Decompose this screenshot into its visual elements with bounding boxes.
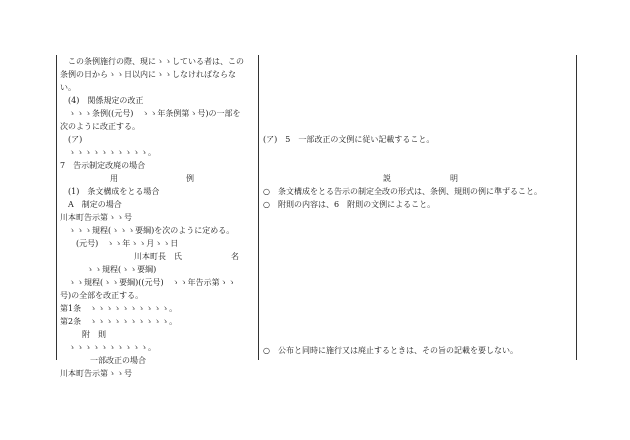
right-border (576, 55, 577, 360)
column-header: 用 (110, 174, 118, 183)
left-text-line: い。 (60, 83, 76, 92)
column-divider (258, 55, 259, 360)
section-heading: (1) 条文構成をとる場合 (60, 187, 160, 196)
left-text-line: 第2条 ゝゝゝゝゝゝゝゝゝゝ。 (60, 317, 178, 326)
section-heading: 附 則 (82, 330, 106, 339)
left-text-line: A 制定の場合 (60, 200, 122, 209)
column-header: 説 (383, 174, 391, 183)
left-text-line: (元号) ゝゝ年ゝゝ月ゝゝ日 (60, 239, 179, 248)
section-heading: (4) 関係規定の改正 (60, 96, 144, 105)
column-header: 例 (186, 174, 194, 183)
left-text-line: ゝゝ規程(ゝゝ要綱)((元号) ゝゝ年告示第ゝゝ (60, 278, 236, 287)
right-text-line: ○ 公布と同時に施行又は廃止するときは、その旨の記載を要しない。 (263, 346, 518, 355)
section-heading: 7 告示制定改廃の場合 (60, 161, 146, 170)
signature-line: 川本町長 氏 (134, 252, 182, 261)
left-text-line: 川本町告示第ゝゝ号 (60, 213, 132, 222)
column-header: 明 (450, 174, 458, 183)
left-text-line: ゝゝゝ規程(ゝゝゝ要綱)を次のように定める。 (60, 226, 235, 235)
left-text-line: 号)の全部を改正する。 (60, 291, 144, 300)
left-text-line: 川本町告示第ゝゝ号 (60, 369, 132, 378)
left-text-line: ゝゝゝ条例((元号) ゝゝ年条例第ゝ号)の一部を (60, 109, 241, 118)
left-text-line: この条例施行の際、現にゝゝしている者は、この (60, 57, 244, 66)
right-text-line: (ア) 5 一部改正の文例に従い記載すること。 (263, 135, 435, 144)
section-heading: 一部改正の場合 (90, 356, 146, 365)
left-border (56, 55, 57, 360)
left-text-line: ゝゝゝゝゝゝゝゝゝゝ。 (60, 343, 156, 352)
left-text-line: ゝゝゝゝゝゝゝゝゝゝ。 (60, 148, 156, 157)
right-text-line: ○ 条文構成をとる告示の制定全改の形式は、条例、規則の例に準ずること。 (263, 187, 542, 196)
right-text-line: ○ 附則の内容は、6 附則の文例によること。 (263, 200, 436, 209)
left-text-line: (ア) (60, 135, 83, 144)
left-text-line: ゝゝ規程(ゝゝ要綱) (86, 265, 157, 274)
left-text-line: 次のように改正する。 (60, 122, 140, 131)
signature-line: 名 (231, 252, 239, 261)
left-text-line: 条例の日からゝゝ日以内にゝゝしなければならな (60, 70, 236, 79)
left-text-line: 第1条 ゝゝゝゝゝゝゝゝゝゝ。 (60, 304, 178, 313)
